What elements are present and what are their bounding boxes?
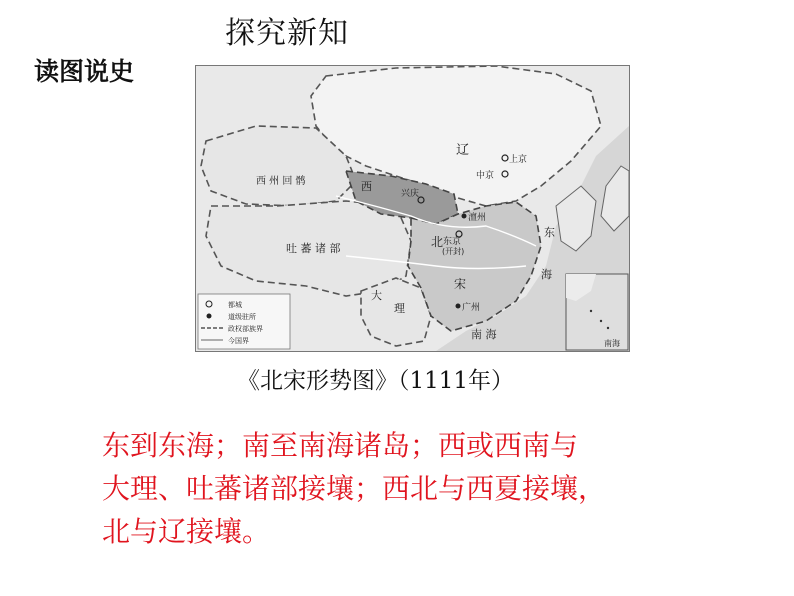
- inset-label-south-sea: 南海: [604, 339, 620, 348]
- answer-line-3: 北与辽接壤。: [102, 515, 271, 548]
- city-guangzhou: 广州: [462, 303, 481, 313]
- city-kaifeng: (开封): [442, 247, 465, 256]
- circuit-seat-symbol-icon: [207, 314, 212, 319]
- legend-label-capital: 都城: [228, 301, 242, 309]
- answer-text: [102, 424, 752, 553]
- label-east-sea: 东: [544, 226, 555, 239]
- legend-label-circuit-seat: 道级驻所: [228, 313, 256, 321]
- city-xingqing: 兴庆: [401, 189, 420, 199]
- label-western-uyghur: 西 州 回 鹘: [256, 176, 306, 187]
- map-legend: [198, 294, 290, 349]
- label-dali-1: 大: [371, 289, 382, 302]
- map-svg: [196, 66, 629, 351]
- answer-line-1: 东到东海；南至南海诸岛；西或西南与: [102, 429, 579, 462]
- label-liao: 辽: [456, 143, 470, 158]
- inset-island-1: [590, 310, 592, 312]
- seat-marker-guangzhou: [456, 304, 461, 309]
- label-tubo: 吐 蕃 诸 部: [286, 242, 341, 255]
- label-sea: 海: [541, 268, 552, 281]
- legend-label-modern-border: 今国界: [228, 337, 249, 345]
- city-dongjing: 东京: [443, 237, 462, 247]
- city-chanzhou: 澶州: [468, 213, 487, 223]
- label-south-sea: 南 海: [471, 328, 497, 341]
- slide-title: 探究新知: [225, 16, 349, 51]
- south-sea-inset: [566, 274, 628, 350]
- map-caption: 《北宋形势图》（1111年）: [237, 368, 515, 394]
- label-dali-2: 理: [394, 302, 405, 315]
- answer-line-2: 大理、吐蕃诸部接壤；西北与西夏接壤，: [102, 472, 607, 505]
- inset-island-3: [607, 327, 609, 329]
- city-zhongjing: 中京: [476, 171, 495, 181]
- label-north-song: 北: [431, 235, 444, 249]
- northern-song-map: [195, 65, 630, 352]
- label-xixia: 西: [361, 180, 372, 193]
- label-song: 宋: [454, 277, 467, 291]
- city-shangjing: 上京: [509, 155, 528, 165]
- legend-label-regime-boundary: 政权部族界: [228, 325, 263, 333]
- seat-marker-chanzhou: [462, 214, 467, 219]
- section-label: 读图说史: [34, 57, 135, 86]
- inset-island-2: [600, 320, 602, 322]
